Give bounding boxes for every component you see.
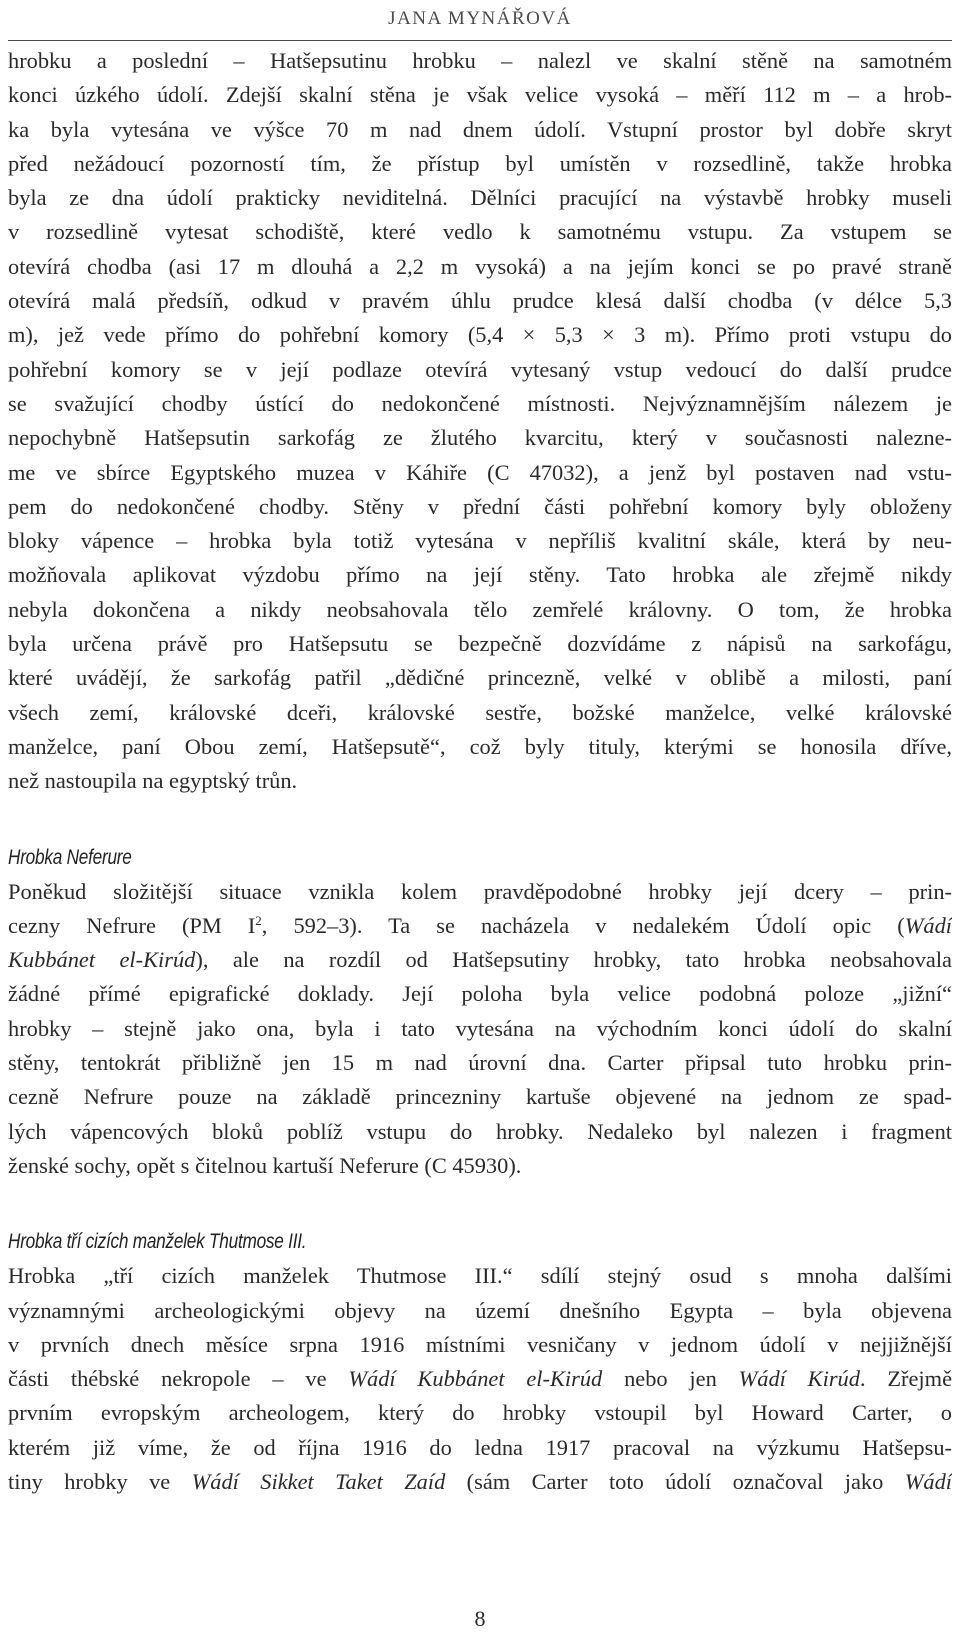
- text-line: manželce, paní Obou zemí, Hatšepsutě“, což byly tituly, kterými se honosila dříve,: [8, 733, 952, 759]
- text-line: možňovala aplikovat výzdobu přímo na její stěny. Tato hrobka ale zřejmě nikdy: [8, 562, 952, 588]
- page-number: 8: [474, 1606, 486, 1631]
- superscript: 2: [255, 912, 262, 928]
- text-line: nepochybně Hatšepsutin sarkofág ze žlutého kvarcitu, který v současnosti nalezne-: [8, 425, 952, 451]
- text-line: kterém již víme, že od října 1916 do ledna 1917 pracoval na výzkumu Hatšepsu-: [8, 1434, 952, 1460]
- text-line: nebyla dokončena a nikdy neobsahovala tělo zemřelé královny. O tom, že hrobka: [8, 596, 952, 622]
- text-line: všech zemí, královské dceři, královské sestře, božské manželce, velké královské: [8, 699, 952, 725]
- text-line: v prvních dnech měsíce srpna 1916 místními vesničany v jednom údolí v nejjižnější: [8, 1331, 952, 1357]
- text-line: pohřební komory se v její podlaze otevírá vytesaný vstup vedoucí do další prudce: [8, 356, 952, 382]
- text-line: otevírá chodba (asi 17 m dlouhá a 2,2 m vysoká) a na jejím konci se po pravé straně: [8, 253, 952, 279]
- text-line: hrobku a poslední – Hatšepsutinu hrobku – nalezl ve skalní stěně na samotném: [8, 48, 952, 73]
- text-line: pem do nedokončené chodby. Stěny v přední části pohřební komory byly obloženy: [8, 493, 952, 519]
- text-line: které uvádějí, že sarkofág patřil „dědičné princezně, velké v oblibě a milosti, paní: [8, 665, 952, 691]
- text-line: [8, 1465, 952, 1499]
- text-line: žádné přímé epigrafické doklady. Její poloha byla velice podobná poloze „jižní“: [8, 981, 952, 1007]
- text-line: lých vápencových bloků poblíž vstupu do hrobky. Nedaleko byl nalezen i fragment: [8, 1118, 952, 1144]
- text-line: cezně Nefrure pouze na základě princezniny kartuše objevené na jednom ze spad-: [8, 1084, 952, 1110]
- text-run: . Zřejmě: [859, 1366, 952, 1392]
- section-gap: [8, 799, 952, 841]
- paragraph-three-wives: [8, 1259, 952, 1499]
- text-line: konci úzkého údolí. Zdejší skalní stěna je však velice vysoká – měří 112 m – a hrob-: [8, 82, 952, 108]
- text-line: byla určena právě pro Hatšepsutu se bezpečně dozvídáme z nápisů na sarkofágu,: [8, 631, 952, 657]
- text-run: nebo jen: [602, 1366, 739, 1392]
- italic-place-name: Wádí Sikket Taket Zaíd: [191, 1468, 446, 1494]
- italic-place-name: Wádí: [904, 1468, 952, 1494]
- text-line: ka byla vytesána ve výšce 70 m nad dnem údolí. Vstupní prostor byl dobře skryt: [8, 116, 952, 142]
- text-line: se svažující chodby ústící do nedokončené místnosti. Nejvýznamnějším nálezem je: [8, 390, 952, 416]
- text-run: ), ale na rozdíl od Hatšepsutiny hrobky, tato hrobka neobsahovala: [195, 947, 952, 973]
- text-line: hrobky – stejně jako ona, byla i tato vytesána na východním konci údolí do skalní: [8, 1015, 952, 1041]
- section-gap: [8, 1183, 952, 1225]
- italic-place-name: Wádí Kirúd: [738, 1366, 860, 1392]
- text-run: tiny hrobky ve: [8, 1468, 192, 1494]
- text-line: v rozsedlině vytesat schodiště, které vedlo k samotnému vstupu. Za vstupem se: [8, 219, 952, 245]
- text-line: ženské sochy, opět s čitelnou kartuší Neferure (C 45930).: [8, 1152, 522, 1178]
- italic-place-name: Kubbánet el-Kirúd: [8, 947, 196, 973]
- text-run: , 592–3). Ta se nacházela v nedalekém Údolí opic (: [261, 912, 905, 938]
- running-head: JANA MYNÁŘOVÁ: [388, 8, 572, 29]
- text-line: stěny, tentokrát přibližně jen 15 m nad úrovní dna. Carter připsal tuto hrobku prin-: [8, 1050, 952, 1076]
- text-line: me ve sbírce Egyptského muzea v Káhiře (C 47032), a jenž byl postaven nad vstu-: [8, 459, 952, 485]
- italic-place-name: Wádí: [904, 912, 952, 938]
- paragraph-neferure: [8, 875, 952, 1184]
- text-line: před nežádoucí pozorností tím, že přístup byl umístěn v rozsedlině, takže hrobka: [8, 150, 952, 176]
- header-rule: [8, 40, 952, 41]
- paragraph-hatshepsut-tomb: [8, 44, 952, 799]
- text-run: (sám Carter toto údolí označoval jako: [445, 1468, 905, 1494]
- text-run: cezny Nefrure (PM I: [8, 912, 256, 938]
- text-line: m), jež vede přímo do pohřební komory (5,4 × 5,3 × 3 m). Přímo proti vstupu do: [8, 322, 952, 348]
- text-line: [8, 943, 952, 977]
- section-heading: Hrobka tří cizích manželek Thutmose III.: [8, 1230, 307, 1254]
- text-run: části thébské nekropole – ve: [8, 1366, 349, 1392]
- body-text: [8, 44, 952, 1499]
- text-line: významnými archeologickými objevy na území dnešního Egypta – byla objevena: [8, 1297, 952, 1323]
- section-heading: Hrobka Neferure: [8, 845, 132, 869]
- text-line: otevírá malá předsíň, odkud v pravém úhlu prudce klesá další chodba (v délce 5,3: [8, 288, 952, 314]
- text-line: Poněkud složitější situace vznikla kolem pravděpodobné hrobky její dcery – prin-: [8, 878, 952, 904]
- text-line: než nastoupila na egyptský trůn.: [8, 768, 298, 794]
- text-line: bloky vápence – hrobka byla totiž vytesána v nepříliš kvalitní skále, která by neu-: [8, 528, 952, 554]
- text-line: Hrobka „tří cizích manželek Thutmose III.“ sdílí stejný osud s mnoha dalšími: [8, 1263, 952, 1289]
- text-line: byla ze dna údolí prakticky neviditelná. Dělníci pracující na výstavbě hrobky museli: [8, 185, 952, 211]
- italic-place-name: Wádí Kubbánet el-Kirúd: [348, 1366, 603, 1392]
- text-line: [8, 909, 952, 943]
- text-line: prvním evropským archeologem, který do hrobky vstoupil byl Howard Carter, o: [8, 1400, 952, 1426]
- text-line: [8, 1362, 952, 1396]
